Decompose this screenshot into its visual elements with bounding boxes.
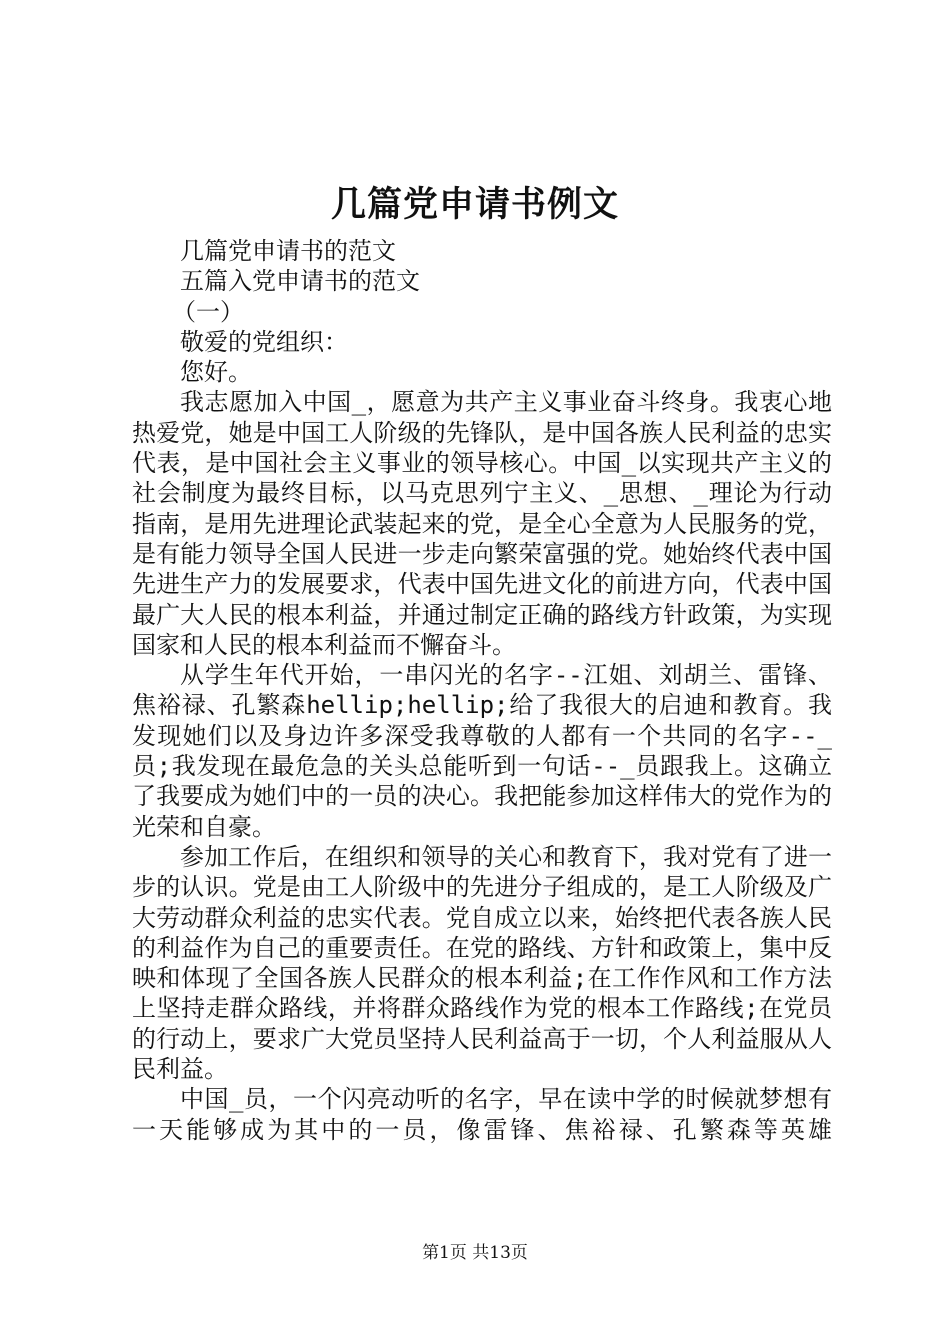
body-paragraph: 我志愿加入中国_，愿意为共产主义事业奋斗终身。我衷心地热爱党，她是中国工人阶级的先锋队，是中国各族人民利益的忠实代表，是中国社会主义事业的领导核心。中国_以实现共产主义的社会制度为最终目标，以马克思列宁主义、_思想、_理论为行动指南，是用先进理论武装起来的党，是全心全意为人民服务的党，是有能力领导全国人民进一步走向繁荣富强的党。她始终代表中国先进生产力的发展要求，代表中国先进文化的前进方向，代表中国最广大人民的根本利益，并通过制定正确的路线方针政策，为实现国家和人民的根本利益而不懈奋斗。 [132, 388, 832, 659]
body-paragraph: 参加工作后，在组织和领导的关心和教育下，我对党有了进一步的认识。党是由工人阶级中的先进分子组成的，是工人阶级及广大劳动群众利益的忠实代表。党自成立以来，始终把代表各族人民的利益作为自己的重要责任。在党的路线、方针和政策上，集中反映和体现了全国各族人民群众的根本利益;在工作作风和工作方法上坚持走群众路线，并将群众路线作为党的根本工作路线;在党员的行动上，要求广大党员坚持人民利益高于一切，个人利益服从人民利益。 [132, 842, 832, 1084]
salutation: 敬爱的党组织： [180, 327, 348, 356]
section-number: （一） [172, 297, 244, 326]
document-title: 几篇党申请书例文 [330, 184, 619, 225]
subtitle-line: 五篇入党申请书的范文 [180, 267, 420, 296]
page-footer: 第1页 共13页 [422, 1243, 528, 1263]
subtitle-line: 几篇党申请书的范文 [180, 237, 396, 265]
body-paragraph: 中国_员，一个闪亮动听的名字，早在读中学的时候就梦想有一天能够成为其中的一员，像雷锋、焦裕禄、孔繁森等英雄 [132, 1085, 832, 1144]
body-paragraph: 从学生年代开始，一串闪光的名字--江姐、刘胡兰、雷锋、焦裕禄、孔繁森hellip;hellip;给了我很大的启迪和教育。我发现她们以及身边许多深受我尊敬的人都有一个共同的名字--_员;我发现在最危急的关头总能听到一句话--_员跟我上。这确立了我要成为她们中的一员的决心。我把能参加这样伟大的党作为的光荣和自豪。 [132, 661, 832, 841]
greeting: 您好。 [180, 358, 252, 387]
document-body [132, 236, 832, 1145]
